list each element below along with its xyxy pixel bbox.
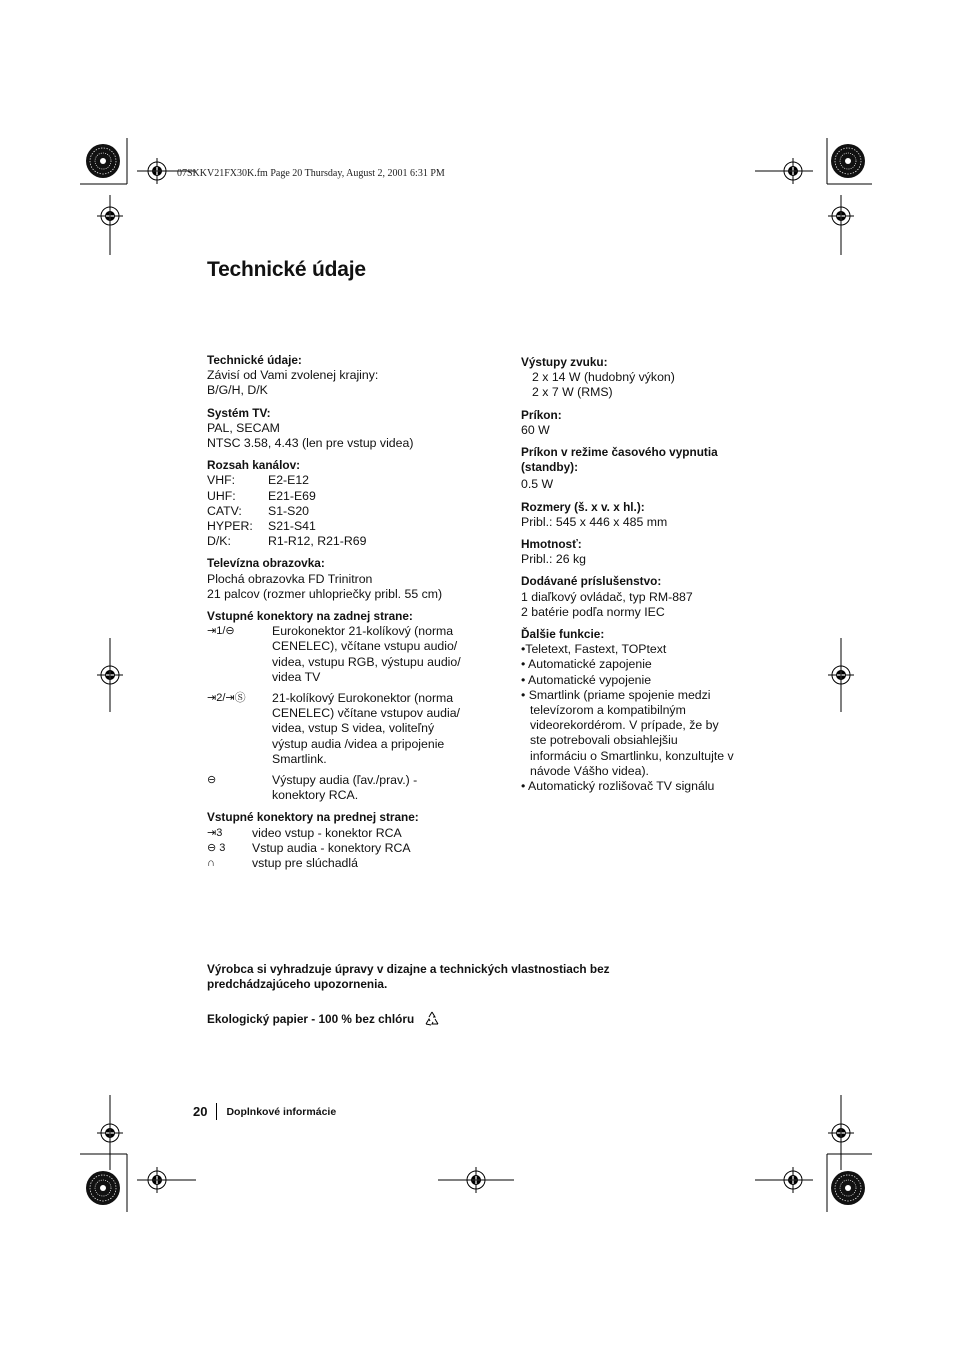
feature-item: •Teletext, Fastext, TOPtext — [521, 642, 667, 657]
connector-text: Vstup audia - konektory RCA — [252, 840, 411, 855]
channel-row — [207, 504, 497, 519]
text-line: konektory RCA. — [272, 788, 359, 803]
section-title: Vstupné konektory na zadnej strane: — [207, 609, 413, 624]
text-line: videa TV — [272, 669, 321, 684]
text-line: PAL, SECAM — [207, 420, 280, 435]
section-tv-system — [207, 406, 497, 452]
feature-item-continued: návode Vášho videa). — [530, 763, 649, 778]
section-title: Príkon v režime časového vypnutia (standby): — [521, 445, 718, 475]
disclaimer-notice — [207, 962, 610, 991]
text-line: 0.5 W — [521, 477, 554, 492]
section-title: Systém TV: — [207, 405, 271, 420]
section-power — [521, 408, 761, 438]
section-title: Príkon: — [521, 407, 562, 422]
text-line: Pribl.: 26 kg — [521, 552, 586, 567]
section-weight — [521, 537, 761, 567]
audio-in-3-icon: ⊖ 3 — [207, 841, 226, 854]
feature-item: • Automatické vypojenie — [521, 672, 652, 687]
band-label: D/K: — [207, 534, 231, 549]
section-title: Hmotnosť: — [521, 537, 582, 552]
left-column — [207, 353, 497, 878]
feature-item: • Smartlink (priame spojenie medzi — [521, 687, 711, 702]
text-line: Smartlink. — [272, 751, 327, 766]
eco-text: Ekologický papier - 100 % bez chlóru — [207, 1012, 415, 1026]
front-connector — [207, 826, 497, 841]
band-range: E21-E69 — [268, 488, 316, 503]
feature-item-continued: informáciu o Smartlinku, konzultujte v — [530, 748, 734, 763]
band-label: CATV: — [207, 503, 242, 518]
feature-item: • Automatický rozlišovač TV signálu — [521, 779, 715, 794]
section-channels — [207, 458, 497, 549]
page-title: Technické údaje — [207, 258, 366, 281]
text-line: 2 x 14 W (hudobný výkon) — [532, 370, 675, 385]
feature-item-continued: ste potrebovali obsiahlejšiu — [530, 733, 678, 748]
text-line: CENELEC) včítane vstupov audia/ — [272, 706, 460, 721]
recycle-icon — [423, 1010, 441, 1028]
audio-out-icon: ⊖ — [207, 774, 217, 787]
section-front-connectors — [207, 810, 497, 871]
connector-item — [207, 691, 497, 767]
text-line: videa, vstup S videa, voliteľný — [272, 721, 435, 736]
connector-item — [207, 624, 497, 685]
notice-line: Výrobca si vyhradzuje úpravy v dizajne a technických vlastnostiach bez — [207, 962, 610, 976]
text-line: Závisí od Vami zvolenej krajiny: — [207, 368, 379, 383]
page-number: 20 — [193, 1103, 217, 1120]
video-in-3-icon: ⇥3 — [207, 826, 223, 839]
section-title: Dodávané príslušenstvo: — [521, 574, 662, 589]
text-line: výstup audia /videa a pripojenie — [272, 736, 445, 751]
section-dimensions — [521, 500, 761, 530]
section-features — [521, 627, 761, 794]
text-line: Plochá obrazovka FD Trinitron — [207, 571, 373, 586]
section-name: Doplnkové informácie — [226, 1105, 337, 1118]
scart-1-icon: ⇥1/⊖ — [207, 625, 235, 638]
file-header-line: 07SKKV21FX30K.fm Page 20 Thursday, August 2, 2001 6:31 PM — [177, 168, 445, 179]
text-line: 2 x 7 W (RMS) — [532, 385, 613, 400]
section-accessories — [521, 574, 761, 620]
band-range: R1-R12, R21-R69 — [268, 534, 367, 549]
feature-item-continued: videorekordérom. V prípade, že by — [530, 718, 719, 733]
section-title: Televízna obrazovka: — [207, 556, 325, 571]
band-label: VHF: — [207, 473, 236, 488]
text-line: Výstupy audia (ľav./prav.) - — [272, 773, 418, 788]
feature-item-continued: televízorom a kompatibilným — [530, 703, 686, 718]
band-range: S1-S20 — [268, 503, 310, 518]
channel-row — [207, 534, 497, 549]
right-column — [521, 355, 761, 801]
front-connector — [207, 841, 497, 856]
section-title: Rozmery (š. x v. x hl.): — [521, 499, 645, 514]
text-line: B/G/H, D/K — [207, 383, 268, 398]
section-title: Rozsah kanálov: — [207, 458, 301, 473]
section-audio-out — [521, 355, 761, 401]
section-screen — [207, 556, 497, 602]
text-line: videa, vstupu RGB, výstupu audio/ — [272, 654, 461, 669]
channel-row — [207, 473, 497, 488]
channel-row — [207, 489, 497, 504]
connector-text: video vstup - konektor RCA — [252, 825, 402, 840]
section-title: Ďalšie funkcie: — [521, 627, 605, 642]
headphones-icon: ∩ — [207, 857, 215, 870]
text-line: NTSC 3.58, 4.43 (len pre vstup videa) — [207, 436, 414, 451]
text-line: CENELEC), včítane vstupu audio/ — [272, 639, 458, 654]
text-line: Pribl.: 545 x 446 x 485 mm — [521, 514, 668, 529]
section-standby — [521, 445, 761, 493]
section-rear-connectors — [207, 609, 497, 803]
section-tech — [207, 353, 497, 399]
eco-paper-note — [207, 1010, 441, 1028]
feature-item: • Automatické zapojenie — [521, 657, 652, 672]
band-range: S21-S41 — [268, 519, 316, 534]
connector-text: vstup pre slúchadlá — [252, 856, 358, 871]
text-line: 21 palcov (rozmer uhlopriečky pribl. 55 cm) — [207, 586, 443, 601]
text-line: 60 W — [521, 422, 550, 437]
page-footer — [193, 1103, 336, 1120]
text-line: Eurokonektor 21-kolíkový (norma — [272, 624, 454, 639]
front-connector — [207, 856, 497, 871]
scart-2-s-video-icon: ⇥2/⇥Ⓢ — [207, 692, 246, 705]
text-line: 21-kolíkový Eurokonektor (norma — [272, 691, 454, 706]
channel-row — [207, 519, 497, 534]
section-title: Vstupné konektory na prednej strane: — [207, 810, 419, 825]
band-range: E2-E12 — [268, 473, 310, 488]
text-line: 2 batérie podľa normy IEC — [521, 604, 665, 619]
notice-line: predchádzajúceho upozornenia. — [207, 976, 388, 991]
connector-item — [207, 773, 497, 803]
section-title: Výstupy zvuku: — [521, 355, 608, 369]
section-title: Technické údaje: — [207, 353, 302, 367]
band-label: HYPER: — [207, 519, 253, 534]
text-line: 1 diaľkový ovládač, typ RM-887 — [521, 589, 693, 604]
band-label: UHF: — [207, 488, 236, 503]
